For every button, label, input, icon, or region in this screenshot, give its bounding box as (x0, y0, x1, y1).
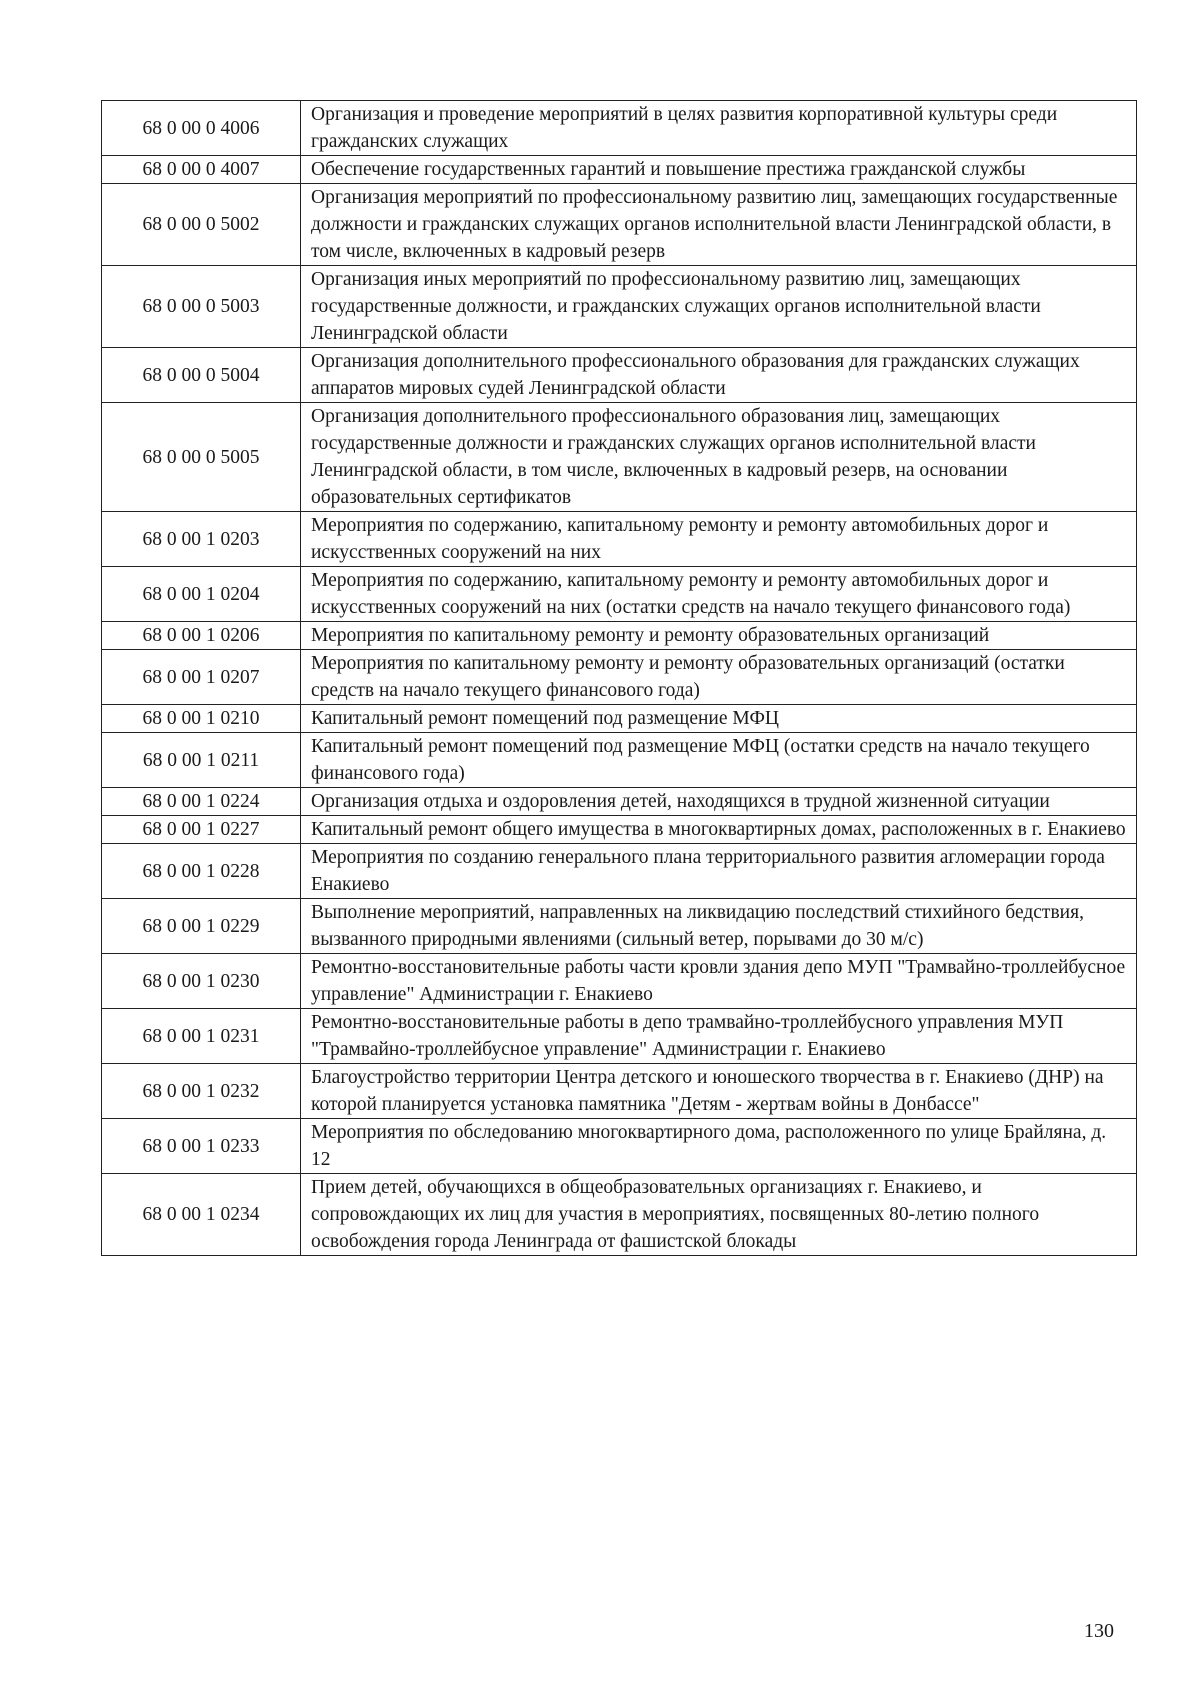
table-row (102, 567, 1137, 622)
table-row (102, 622, 1137, 650)
row-description: Капитальный ремонт помещений под размещение МФЦ (остатки средств на начало текущего финансового года) (301, 733, 1137, 788)
row-code: 68 0 00 0 4006 (102, 101, 301, 156)
row-code: 68 0 00 1 0204 (102, 567, 301, 622)
row-description: Ремонтно-восстановительные работы в депо трамвайно-троллейбусного управления МУП "Трамвайно-троллейбусное управление" Администрации г. Енакиево (301, 1009, 1137, 1064)
table-row (102, 156, 1137, 184)
row-description: Мероприятия по содержанию, капитальному ремонту и ремонту автомобильных дорог и искусственных сооружений на них (301, 512, 1137, 567)
row-description: Мероприятия по капитальному ремонту и ремонту образовательных организаций (301, 622, 1137, 650)
row-code: 68 0 00 1 0203 (102, 512, 301, 567)
row-description: Организация дополнительного профессионального образования для гражданских служащих аппаратов мировых судей Ленинградской области (301, 348, 1137, 403)
table-row (102, 650, 1137, 705)
row-code: 68 0 00 1 0211 (102, 733, 301, 788)
row-code: 68 0 00 1 0210 (102, 705, 301, 733)
row-code: 68 0 00 0 4007 (102, 156, 301, 184)
table-row (102, 816, 1137, 844)
row-description: Организация отдыха и оздоровления детей, находящихся в трудной жизненной ситуации (301, 788, 1137, 816)
row-description: Мероприятия по созданию генерального плана территориального развития агломерации города Енакиево (301, 844, 1137, 899)
row-code: 68 0 00 0 5003 (102, 266, 301, 348)
row-code: 68 0 00 1 0232 (102, 1064, 301, 1119)
page-number: 130 (1084, 1620, 1114, 1642)
row-description: Организация иных мероприятий по профессиональному развитию лиц, замещающих государственные должности, и гражданских служащих органов исполнительной власти Ленинградской области (301, 266, 1137, 348)
row-description: Капитальный ремонт общего имущества в многоквартирных домах, расположенных в г. Енакиево (301, 816, 1137, 844)
row-code: 68 0 00 1 0207 (102, 650, 301, 705)
row-description: Мероприятия по капитальному ремонту и ремонту образовательных организаций (остатки средств на начало текущего финансового года) (301, 650, 1137, 705)
table-row (102, 899, 1137, 954)
row-code: 68 0 00 1 0229 (102, 899, 301, 954)
row-code: 68 0 00 1 0228 (102, 844, 301, 899)
table-row (102, 101, 1137, 156)
table-row (102, 954, 1137, 1009)
row-code: 68 0 00 0 5002 (102, 184, 301, 266)
table-row (102, 844, 1137, 899)
row-code: 68 0 00 0 5004 (102, 348, 301, 403)
table-row (102, 512, 1137, 567)
table-row (102, 705, 1137, 733)
row-description: Прием детей, обучающихся в общеобразовательных организациях г. Енакиево, и сопровождающих их лиц для участия в мероприятиях, посвященных 80-летию полного освобождения города Ленинграда от фашистской блокады (301, 1174, 1137, 1256)
row-code: 68 0 00 1 0224 (102, 788, 301, 816)
row-description: Организация и проведение мероприятий в целях развития корпоративной культуры среди гражданских служащих (301, 101, 1137, 156)
row-description: Обеспечение государственных гарантий и повышение престижа гражданской службы (301, 156, 1137, 184)
row-code: 68 0 00 1 0231 (102, 1009, 301, 1064)
row-code: 68 0 00 1 0230 (102, 954, 301, 1009)
budget-classification-table (101, 100, 1137, 1256)
row-description: Ремонтно-восстановительные работы части кровли здания депо МУП "Трамвайно-троллейбусное управление" Администрации г. Енакиево (301, 954, 1137, 1009)
table-row (102, 733, 1137, 788)
row-code: 68 0 00 1 0227 (102, 816, 301, 844)
row-description: Организация дополнительного профессионального образования лиц, замещающих государственные должности и гражданских служащих органов исполнительной власти Ленинградской области, в том числе, включенных в кадровый резерв, на основании образовательных сертификатов (301, 403, 1137, 512)
row-description: Организация мероприятий по профессиональному развитию лиц, замещающих государственные должности и гражданских служащих органов исполнительной власти Ленинградской области, в том числе, включенных в кадровый резерв (301, 184, 1137, 266)
row-code: 68 0 00 1 0206 (102, 622, 301, 650)
table-row (102, 1064, 1137, 1119)
row-description: Благоустройство территории Центра детского и юношеского творчества в г. Енакиево (ДНР) на которой планируется установка памятника "Детям - жертвам войны в Донбассе" (301, 1064, 1137, 1119)
row-description: Капитальный ремонт помещений под размещение МФЦ (301, 705, 1137, 733)
row-description: Мероприятия по обследованию многоквартирного дома, расположенного по улице Брайляна, д. 12 (301, 1119, 1137, 1174)
table-row (102, 1119, 1137, 1174)
table-row (102, 348, 1137, 403)
row-code: 68 0 00 1 0233 (102, 1119, 301, 1174)
row-description: Выполнение мероприятий, направленных на ликвидацию последствий стихийного бедствия, вызванного природными явлениями (сильный ветер, порывами до 30 м/с) (301, 899, 1137, 954)
row-code: 68 0 00 1 0234 (102, 1174, 301, 1256)
table-row (102, 184, 1137, 266)
row-description: Мероприятия по содержанию, капитальному ремонту и ремонту автомобильных дорог и искусственных сооружений на них (остатки средств на начало текущего финансового года) (301, 567, 1137, 622)
table-row (102, 403, 1137, 512)
table-row (102, 788, 1137, 816)
row-code: 68 0 00 0 5005 (102, 403, 301, 512)
table-row (102, 1009, 1137, 1064)
table-row (102, 266, 1137, 348)
table-row (102, 1174, 1137, 1256)
